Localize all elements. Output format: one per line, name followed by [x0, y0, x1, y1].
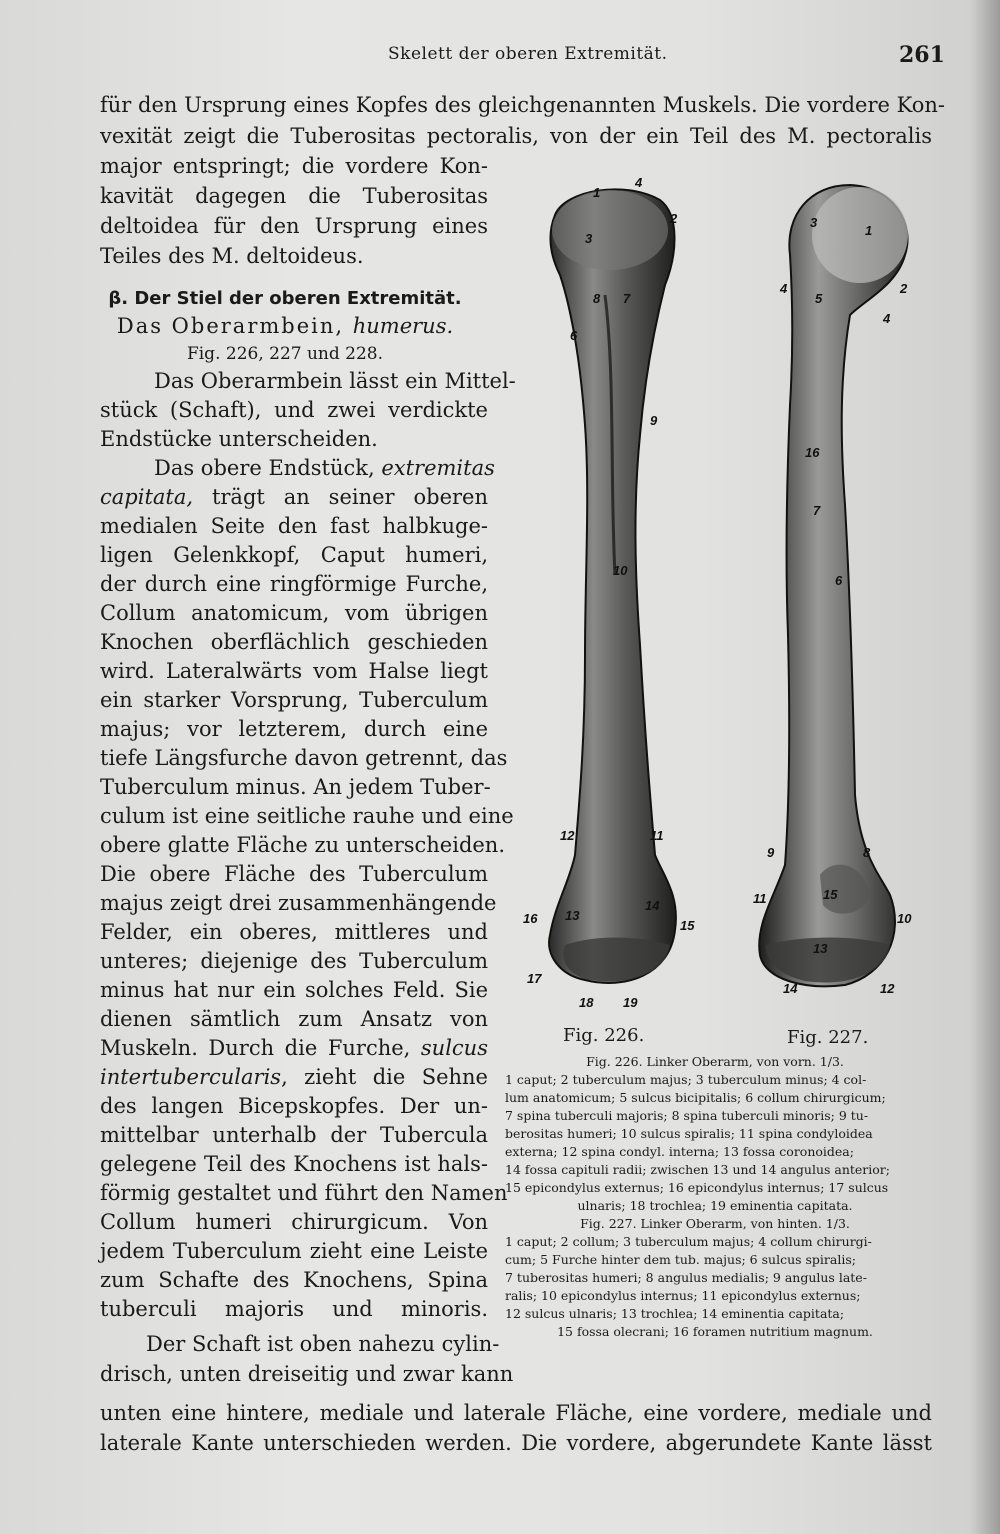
- text-line: Das Oberarmbein lässt ein Mittel-: [154, 369, 516, 393]
- figure-number-label: 8: [593, 291, 601, 306]
- text-line: vexität zeigt die Tuberositas pectoralis, von der ein Teil des M. pectoralis: [100, 124, 932, 148]
- humerus-anterior: [549, 189, 676, 983]
- text-line: Felder, ein oberes, mittleres und: [100, 920, 488, 944]
- text-line: zum Schafte des Knochens, Spina: [100, 1268, 488, 1292]
- figure-reference: Fig. 226, 227 und 228.: [186, 344, 384, 364]
- text-line: culum ist eine seitliche rauhe und eine: [100, 804, 514, 828]
- figure-number-label: 16: [523, 911, 538, 926]
- text-line: förmig gestaltet und führt den Namen: [100, 1181, 508, 1205]
- figure-number-label: 12: [560, 828, 575, 843]
- text-line: kavität dagegen die Tuberositas: [100, 184, 488, 208]
- figure-227-label: Fig. 227.: [787, 1027, 869, 1048]
- text-line: Collum humeri chirurgicum. Von: [100, 1210, 488, 1234]
- text-line: ligen Gelenkkopf, Caput humeri,: [100, 543, 488, 567]
- text-line: minus hat nur ein solches Feld. Sie: [100, 978, 488, 1002]
- text-line: [154, 454, 495, 482]
- figure-number-label: 14: [783, 981, 798, 996]
- caption-line: 7 tuberositas humeri; 8 angulus medialis; 9 angulus late-: [505, 1270, 867, 1285]
- latin-term: intertubercularis: [100, 1065, 282, 1089]
- text-line: Tuberculum minus. An jedem Tuber-: [100, 775, 491, 799]
- caption-line: externa; 12 spina condyl. interna; 13 fossa coronoidea;: [505, 1144, 854, 1159]
- figure-number-label: 13: [565, 908, 580, 923]
- subsection-latin: humerus.: [352, 314, 454, 338]
- figure-number-label: 11: [650, 828, 664, 843]
- text-line: Der Schaft ist oben nahezu cylin-: [146, 1332, 500, 1356]
- figure-number-label: 9: [767, 845, 775, 860]
- latin-term: sulcus: [420, 1036, 488, 1060]
- text-line: tiefe Längsfurche davon getrennt, das: [100, 746, 508, 770]
- latin-term: capitata,: [100, 485, 194, 509]
- caption-line: berositas humeri; 10 sulcus spiralis; 11 spina condyloidea: [505, 1126, 873, 1141]
- text-line: [100, 1063, 488, 1091]
- figure-number-label: 2: [670, 211, 678, 226]
- text-line: major entspringt; die vordere Kon-: [100, 154, 488, 178]
- text-line: gelegene Teil des Knochens ist hals-: [100, 1152, 488, 1176]
- text-line: Die obere Fläche des Tuberculum: [100, 862, 488, 886]
- text-line: [100, 483, 488, 511]
- text-line: majus zeigt drei zusammenhängende: [100, 891, 497, 915]
- text-line: obere glatte Fläche zu unterscheiden.: [100, 833, 506, 857]
- caption-line: 7 spina tuberculi majoris; 8 spina tuberculi minoris; 9 tu-: [505, 1108, 869, 1123]
- text-line: majus; vor letzterem, durch eine: [100, 717, 488, 741]
- subsection-title: [100, 312, 470, 340]
- caption-line: 1 caput; 2 tuberculum majus; 3 tuberculum minus; 4 col-: [505, 1072, 867, 1087]
- figure-number-label: 16: [805, 445, 820, 460]
- figure-number-label: 19: [623, 995, 638, 1010]
- text-line: mittelbar unterhalb der Tubercula: [100, 1123, 488, 1147]
- humerus-illustration: [505, 175, 935, 1025]
- text-line: Endstücke unterscheiden.: [100, 427, 378, 451]
- figure-226-label: Fig. 226.: [563, 1025, 645, 1046]
- text-line: Collum anatomicum, vom übrigen: [100, 601, 488, 625]
- figure-number-label: 6: [835, 573, 843, 588]
- figure-number-label: 11: [753, 891, 767, 906]
- text-line: deltoidea für den Ursprung eines: [100, 214, 488, 238]
- text-line: drisch, unten dreiseitig und zwar kann: [100, 1362, 514, 1386]
- figure-number-label: 12: [880, 981, 895, 996]
- text-line: ein starker Vorsprung, Tuberculum: [100, 688, 488, 712]
- caption-line: 12 sulcus ulnaris; 13 trochlea; 14 eminentia capitata;: [505, 1306, 845, 1321]
- figure-number-label: 5: [815, 291, 823, 306]
- caption-line: lum anatomicum; 5 sulcus bicipitalis; 6 collum chirurgicum;: [505, 1090, 886, 1105]
- text-line: der durch eine ringförmige Furche,: [100, 572, 488, 596]
- figure-number-label: 7: [623, 291, 631, 306]
- latin-term: extremitas: [381, 456, 495, 480]
- figure-number-label: 7: [813, 503, 821, 518]
- figure-number-label: 3: [585, 231, 593, 246]
- text-line: für den Ursprung eines Kopfes des gleichgenannten Muskels. Die vordere Kon-: [100, 93, 946, 117]
- figure-number-label: 14: [645, 898, 660, 913]
- figure-number-label: 18: [579, 995, 594, 1010]
- caption-226-title: Fig. 226. Linker Oberarm, von vorn. 1/3.: [586, 1054, 844, 1069]
- humerus-posterior: [759, 185, 908, 986]
- figure-number-label: 6: [570, 328, 578, 343]
- figure-number-label: 15: [680, 918, 695, 933]
- subsection-name: Das Oberarmbein,: [116, 314, 353, 338]
- text-line: dienen sämtlich zum Ansatz von: [100, 1007, 488, 1031]
- text-line: tuberculi majoris und minoris.: [100, 1297, 488, 1321]
- text-line: laterale Kante unterschieden werden. Die vordere, abgerundete Kante lässt: [100, 1431, 932, 1455]
- figure-number-label: 1: [593, 185, 601, 200]
- text-line: jedem Tuberculum zieht eine Leiste: [100, 1239, 488, 1263]
- figure-number-label: 10: [897, 911, 912, 926]
- figure-number-label: 4: [635, 175, 643, 190]
- caption-227-title: Fig. 227. Linker Oberarm, von hinten. 1/3.: [580, 1216, 850, 1231]
- figure-number-label: 1: [865, 223, 873, 238]
- text-line: des langen Bicepskopfes. Der un-: [100, 1094, 488, 1118]
- figure-number-label: 8: [863, 845, 871, 860]
- caption-line: 1 caput; 2 collum; 3 tuberculum majus; 4 collum chirurgi-: [505, 1234, 872, 1249]
- figure-number-label: 9: [650, 413, 658, 428]
- page-header: [0, 44, 1000, 74]
- text-span: , zieht die Sehne: [281, 1065, 488, 1089]
- text-line: Knochen oberflächlich geschieden: [100, 630, 488, 654]
- page-number: 261: [899, 42, 945, 68]
- figure-number-label: 4: [780, 281, 788, 296]
- text-line: stück (Schaft), und zwei verdickte: [100, 398, 488, 422]
- text-line: [100, 1034, 488, 1062]
- figure-number-label: 3: [810, 215, 818, 230]
- caption-line: 15 fossa olecrani; 16 foramen nutritium magnum.: [557, 1324, 873, 1339]
- caption-line: cum; 5 Furche hinter dem tub. majus; 6 sulcus spiralis;: [505, 1252, 856, 1267]
- text-span: Muskeln. Durch die Furche,: [100, 1036, 421, 1060]
- running-title: Skelett der oberen Extremität.: [388, 44, 668, 64]
- figure-number-label: 17: [527, 971, 542, 986]
- text-line: medialen Seite den fast halbkuge-: [100, 514, 488, 538]
- humerus-figure: [505, 175, 935, 1048]
- figure-number-label: 2: [900, 281, 908, 296]
- text-span: Das obere Endstück,: [154, 456, 382, 480]
- caption-line: 15 epicondylus externus; 16 epicondylus internus; 17 sulcus: [505, 1180, 889, 1195]
- figure-number-label: 4: [883, 311, 891, 326]
- section-title: β. Der Stiel der oberen Extremität.: [108, 288, 462, 309]
- figure-caption: [505, 1053, 925, 1341]
- caption-line: ralis; 10 epicondylus internus; 11 epicondylus externus;: [505, 1288, 861, 1303]
- figure-number-label: 13: [813, 941, 828, 956]
- caption-line: 14 fossa capituli radii; zwischen 13 und 14 angulus anterior;: [505, 1162, 890, 1177]
- text-line: unten eine hintere, mediale und laterale Fläche, eine vordere, mediale und: [100, 1401, 932, 1425]
- figure-number-label: 10: [613, 563, 628, 578]
- caption-line: ulnaris; 18 trochlea; 19 eminentia capitata.: [577, 1198, 853, 1213]
- text-line: Teiles des M. deltoideus.: [100, 244, 364, 268]
- figure-number-label: 15: [823, 887, 838, 902]
- text-span: trägt an seiner oberen: [193, 485, 488, 509]
- text-line: unteres; diejenige des Tuberculum: [100, 949, 488, 973]
- text-line: wird. Lateralwärts vom Halse liegt: [100, 659, 488, 683]
